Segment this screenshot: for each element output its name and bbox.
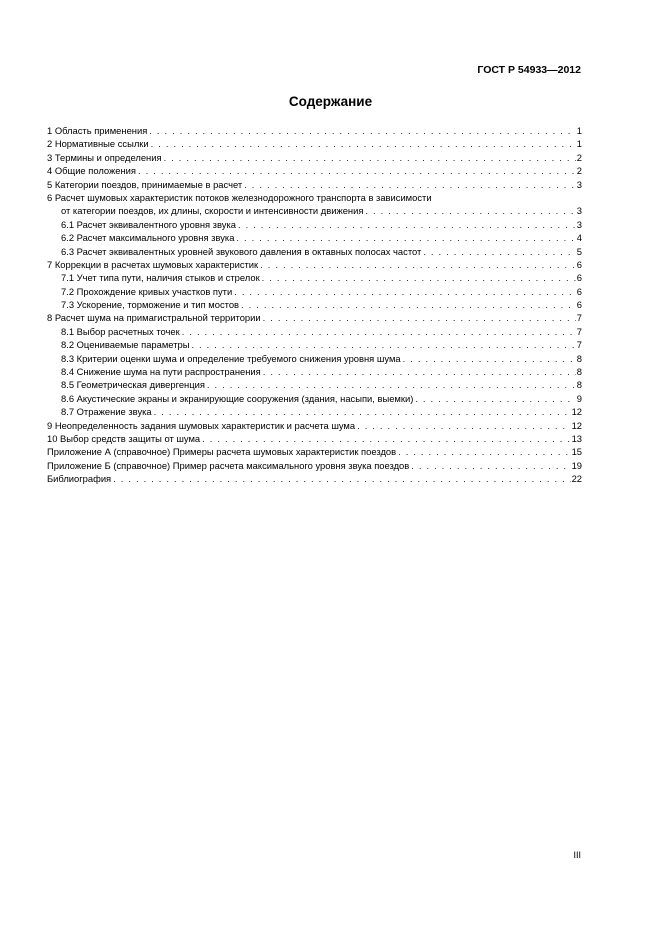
toc-entry-label: Приложение А (справочное) Примеры расчета шумовых характеристик поездов [47, 446, 397, 458]
toc-entry-label: 7.3 Ускорение, торможение и тип мостов [61, 299, 240, 311]
toc-entry-page: 6 [576, 272, 582, 284]
toc-entry-page: 19 [571, 459, 582, 471]
toc-entry [47, 378, 582, 391]
toc-leader-dots [411, 459, 570, 472]
toc-entry-page: 1 [576, 138, 582, 150]
toc-entry-label: 7.1 Учет типа пути, наличия стыков и стрелок [61, 272, 260, 284]
toc-entry [47, 178, 582, 191]
toc-entry-page: 2 [576, 165, 582, 177]
toc-entry [47, 151, 582, 164]
toc-leader-dots [164, 151, 576, 164]
toc-entry-label: 6.1 Расчет эквивалентного уровня звука [61, 218, 236, 230]
toc-entry-page: 12 [571, 406, 582, 418]
toc-entry-label: 8.1 Выбор расчетных точек [61, 325, 180, 337]
toc-entry-page: 3 [576, 178, 582, 190]
toc-leader-dots [182, 325, 576, 338]
toc-leader-dots [234, 285, 576, 298]
toc-entry [47, 432, 582, 445]
toc-entry-page: 7 [576, 339, 582, 351]
toc-entry-page: 7 [576, 325, 582, 337]
toc-entry [47, 338, 582, 351]
toc-leader-dots [202, 432, 570, 445]
toc-entry [47, 164, 582, 177]
toc-entry-label: 3 Термины и определения [47, 151, 162, 163]
toc-entry-label: 4 Общие положения [47, 165, 136, 177]
toc-entry-label: 8.3 Критерии оценки шума и определение требуемого снижения уровня шума [61, 352, 401, 364]
toc-entry-page: 7 [576, 312, 582, 324]
standard-header: ГОСТ Р 54933—2012 [477, 64, 581, 76]
toc-entry-label: 6.2 Расчет максимального уровня звука [61, 232, 235, 244]
toc-entry-page: 6 [576, 258, 582, 270]
toc-entry [47, 325, 582, 338]
table-of-contents [47, 124, 582, 486]
toc-entry-label: 7.2 Прохождение кривых участков пути [61, 285, 233, 297]
toc-leader-dots [207, 378, 576, 391]
toc-leader-dots [415, 392, 575, 405]
toc-entry [47, 298, 582, 311]
toc-entry-page: 1 [576, 124, 582, 136]
toc-entry [47, 271, 582, 284]
toc-entry-page: 8 [576, 366, 582, 378]
toc-leader-dots [113, 472, 570, 485]
toc-leader-dots [263, 311, 576, 324]
toc-leader-dots [149, 124, 575, 137]
toc-entry-page: 5 [576, 245, 582, 257]
toc-entry-page: 6 [576, 285, 582, 297]
toc-entry-label: Библиография [47, 473, 112, 485]
toc-entry [47, 285, 582, 298]
toc-entry-label: 9 Неопределенность задания шумовых характеристик и расчета шума [47, 419, 356, 431]
toc-entry-page: 8 [576, 379, 582, 391]
toc-entry [47, 245, 582, 258]
toc-entry-page: 13 [571, 432, 582, 444]
toc-entry [47, 459, 582, 472]
toc-leader-dots [423, 245, 575, 258]
toc-entry-label: 8 Расчет шума на примагистральной территории [47, 312, 261, 324]
toc-entry-label: 8.2 Оцениваемые параметры [61, 339, 190, 351]
toc-leader-dots [241, 298, 576, 311]
toc-entry-label: 6.3 Расчет эквивалентных уровней звукового давления в октавных полосах частот [61, 245, 422, 257]
toc-entry-label: 7 Коррекции в расчетах шумовых характеристик [47, 258, 259, 270]
toc-leader-dots [403, 352, 576, 365]
toc-entry-label: от категории поездов, их длины, скорости и интенсивности движения [61, 205, 364, 217]
toc-entry [47, 419, 582, 432]
toc-entry [47, 472, 582, 485]
toc-entry-page: 9 [576, 392, 582, 404]
toc-entry-label: 1 Область применения [47, 124, 148, 136]
toc-leader-dots [151, 137, 576, 150]
toc-leader-dots [238, 218, 576, 231]
toc-entry [47, 204, 582, 217]
toc-entry [47, 218, 582, 231]
toc-leader-dots [365, 204, 575, 217]
toc-entry-label: 8.5 Геометрическая дивергенция [61, 379, 205, 391]
toc-entry [47, 124, 582, 137]
toc-entry [47, 258, 582, 271]
toc-leader-dots [191, 338, 575, 351]
toc-entry-page: 3 [576, 205, 582, 217]
toc-entry-page: 4 [576, 232, 582, 244]
toc-entry-label: Приложение Б (справочное) Пример расчета максимального уровня звука поездов [47, 459, 410, 471]
toc-entry-label: 8.4 Снижение шума на пути распространения [61, 366, 261, 378]
toc-entry-label: 8.7 Отражение звука [61, 406, 152, 418]
toc-leader-dots [154, 405, 571, 418]
toc-entry: 6 Расчет шумовых характеристик потоков железнодорожного транспорта в зависимости [47, 191, 432, 203]
toc-leader-dots [398, 445, 570, 458]
toc-entry-page: 12 [571, 419, 582, 431]
toc-leader-dots [263, 365, 576, 378]
toc-entry [47, 405, 582, 418]
toc-entry-label: 8.6 Акустические экраны и экранирующие сооружения (здания, насыпи, выемки) [61, 392, 414, 404]
toc-entry-page: 6 [576, 299, 582, 311]
page-number: III [573, 850, 581, 860]
page-title: Содержание [288, 94, 373, 109]
toc-entry-label: 10 Выбор средств защиты от шума [47, 432, 201, 444]
toc-leader-dots [262, 271, 576, 284]
toc-entry-page: 22 [571, 473, 582, 485]
toc-entry-label: 5 Категории поездов, принимаемые в расчет [47, 178, 243, 190]
toc-entry [47, 365, 582, 378]
toc-entry [47, 445, 582, 458]
toc-leader-dots [244, 178, 576, 191]
toc-entry [47, 137, 582, 150]
toc-entry-page: 2 [576, 151, 582, 163]
toc-entry [47, 392, 582, 405]
toc-entry-page: 3 [576, 218, 582, 230]
toc-entry [47, 352, 582, 365]
toc-leader-dots [236, 231, 575, 244]
toc-entry [47, 231, 582, 244]
toc-leader-dots [260, 258, 576, 271]
toc-entry-label: 2 Нормативные ссылки [47, 138, 149, 150]
toc-entry-page: 8 [576, 352, 582, 364]
toc-entry [47, 311, 582, 324]
toc-leader-dots [138, 164, 576, 177]
toc-leader-dots [357, 419, 570, 432]
toc-entry-page: 15 [571, 446, 582, 458]
